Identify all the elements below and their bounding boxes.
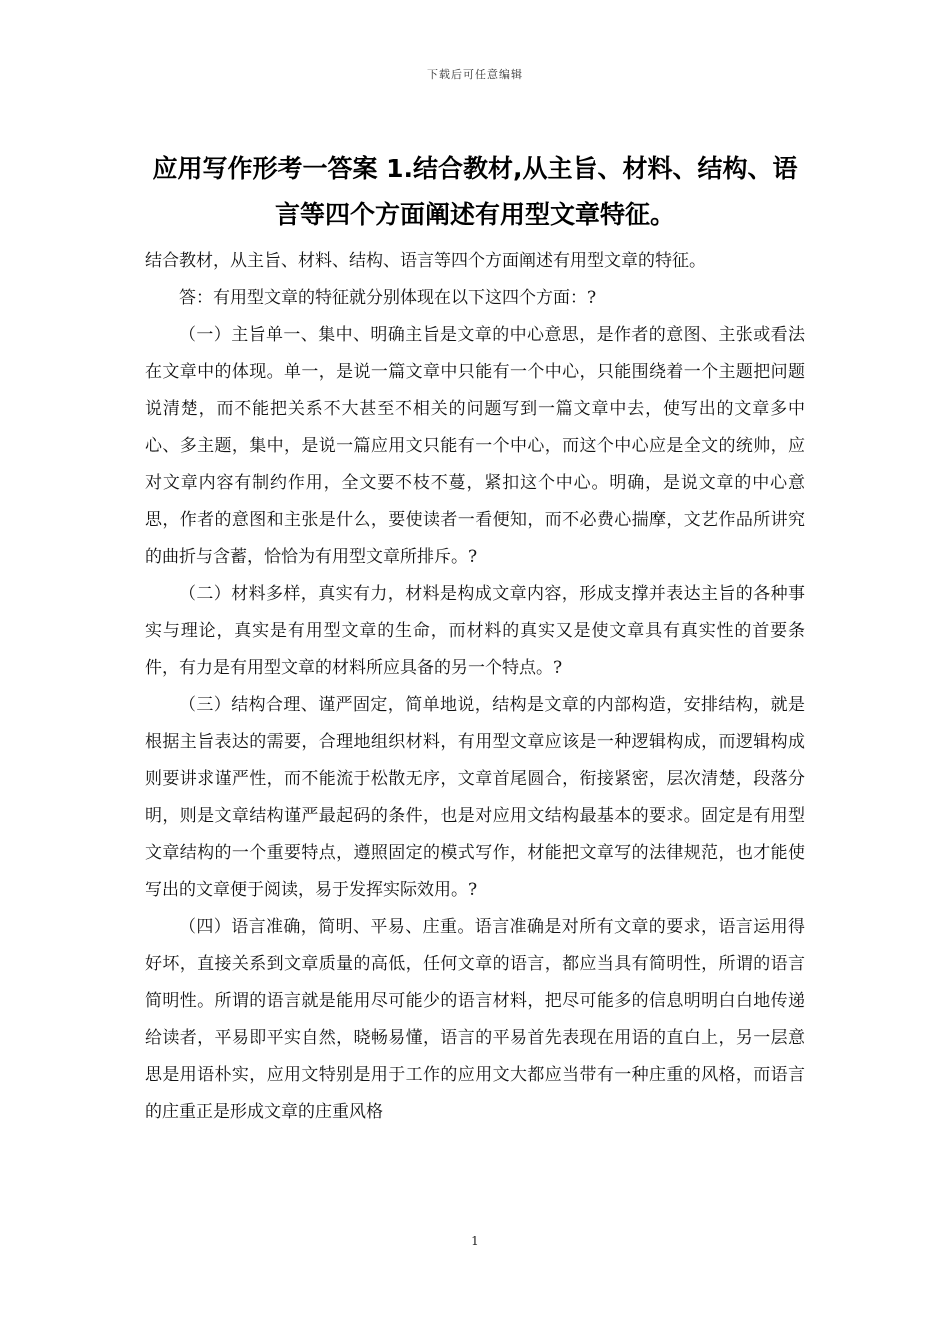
document-title: 应用写作形考一答案 1.结合教材,从主旨、材料、结构、语言等四个方面阐述有用型文章特征。 — [152, 154, 798, 229]
document-body — [145, 243, 805, 1131]
page-number: 1 — [471, 1234, 479, 1248]
section-four-paragraph: （四）语言准确，简明、平易、庄重。语言准确是对所有文章的要求，语言运用得好坏，直接关系到文章质量的高低，任何文章的语言，都应当具有简明性，所谓的语言简明性。所谓的语言就是能用尽可能少的语言材料，把尽可能多的信息明明白白地传递给读者，平易即平实自然，晓畅易懂，语言的平易首先表现在用语的直白上，另一层意思是用语朴实，应用文特别是用于工作的应用文大都应当带有一种庄重的风格，而语言的庄重正是形成文章的庄重风格 — [145, 917, 805, 1122]
header-note: 下载后可任意编辑 — [427, 68, 523, 81]
answer-intro-paragraph: 答：有用型文章的特征就分别体现在以下这四个方面：? — [179, 288, 597, 308]
question-paragraph: 结合教材，从主旨、材料、结构、语言等四个方面阐述有用型文章的特征。 — [145, 251, 706, 271]
section-three-paragraph: （三）结构合理、谨严固定，简单地说，结构是文章的内部构造，安排结构，就是根据主旨表达的需要，合理地组织材料，有用型文章应该是一种逻辑构成，而逻辑构成则要讲求谨严性，而不能流于松散无序，文章首尾圆合，衔接紧密，层次清楚，段落分明，则是文章结构谨严最起码的条件，也是对应用文结构最基本的要求。固定是有用型文章结构的一个重要特点，遵照固定的模式写作，材能把文章写的法律规范，也才能使写出的文章便于阅读，易于发挥实际效用。? — [145, 695, 805, 900]
section-two-paragraph: （二）材料多样，真实有力，材料是构成文章内容，形成支撑并表达主旨的各种事实与理论，真实是有用型文章的生命，而材料的真实又是使文章具有真实性的首要条件，有力是有用型文章的材料所应具备的另一个特点。? — [145, 584, 805, 678]
section-one-paragraph: （一）主旨单一、集中、明确主旨是文章的中心意思，是作者的意图、主张或看法在文章中的体现。单一，是说一篇文章中只能有一个中心，只能围绕着一个主题把问题说清楚，而不能把关系不大甚至不相关的问题写到一篇文章中去，使写出的文章多中心、多主题，集中，是说一篇应用文只能有一个中心，而这个中心应是全文的统帅，应对文章内容有制约作用，全文要不枝不蔓，紧扣这个中心。明确，是说文章的中心意思，作者的意图和主张是什么，要使读者一看便知，而不必费心揣摩，文艺作品所讲究的曲折与含蓄，恰恰为有用型文章所排斥。? — [145, 325, 805, 567]
